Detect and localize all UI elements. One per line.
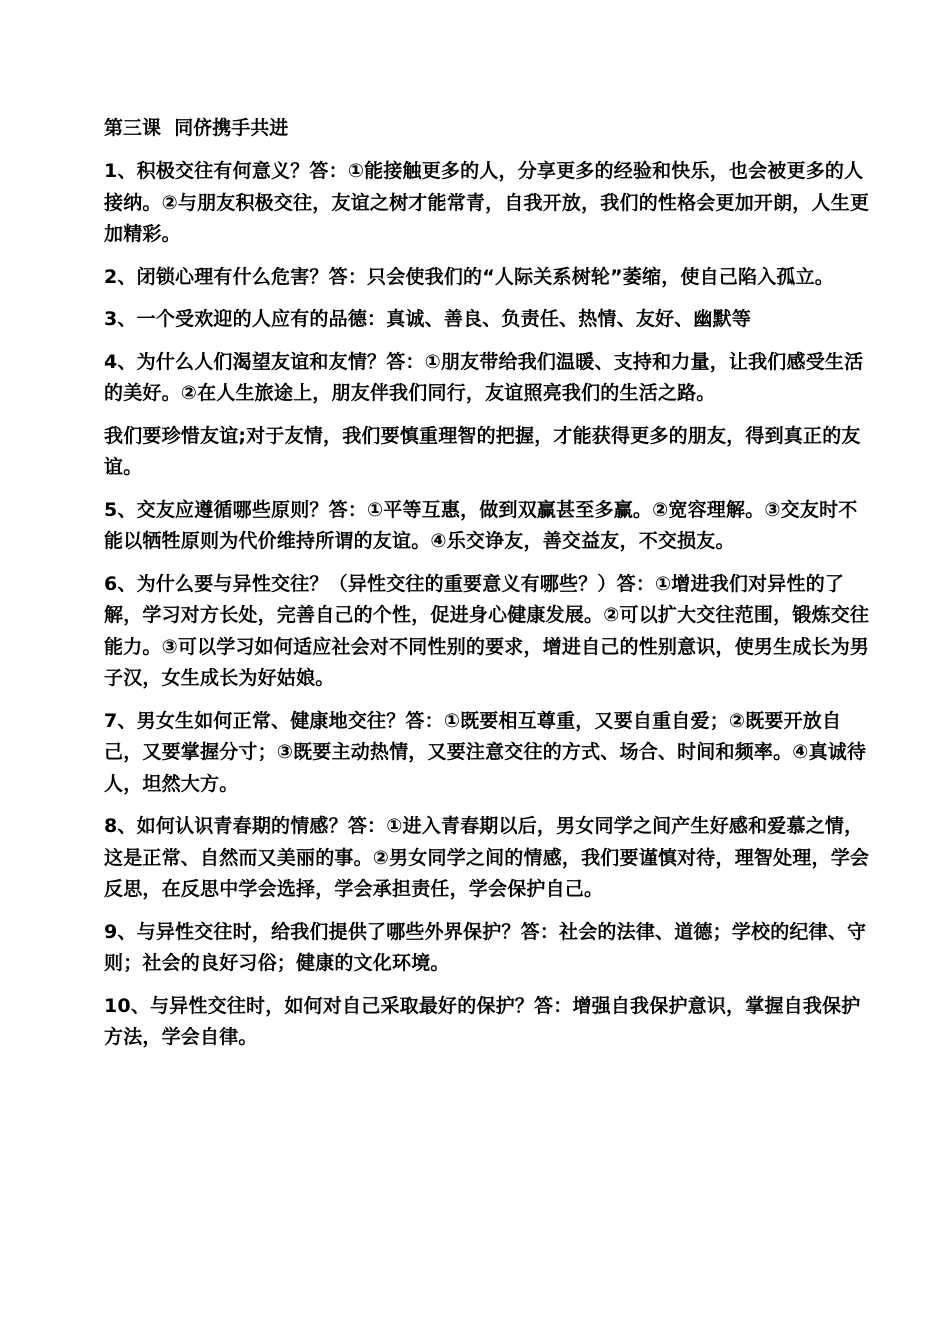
paragraph-q6: 6、为什么要与异性交往？（异性交往的重要意义有哪些？）答：①增进我们对异性的了解，学习对方长处，完善自己的个性，促进身心健康发展。②可以扩大交往范围，锻炼交往能力。③可以学习如何适应社会对不同性别的要求，增进自己的性别意识，使男生成长为男子汉，女生成长为好姑娘。	[104, 572, 870, 689]
paragraph-q10: 10、与异性交往时，如何对自己采取最好的保护？答：增强自我保护意识，掌握自我保护方法，学会自律。	[104, 994, 861, 1048]
paragraph-q8: 8、如何认识青春期的情感？答：①进入青春期以后，男女同学之间产生好感和爱慕之情，这是正常、自然而又美丽的事。②男女同学之间的情感，我们要谨慎对待，理智处理，学会反思，在反思中学会选择，学会承担责任，学会保护自己。	[104, 815, 870, 900]
paragraph-q2: 2、闭锁心理有什么危害？答：只会使我们的“人际关系树轮”萎缩，使自己陷入孤立。	[104, 265, 834, 288]
document-page	[104, 112, 874, 1065]
paragraph-q4: 4、为什么人们渴望友谊和友情？答：①朋友带给我们温暖、支持和力量，让我们感受生活的美好。②在人生旅途上，朋友伴我们同行，友谊照亮我们的生活之路。	[104, 350, 864, 404]
paragraph-q5: 5、交友应遵循哪些原则？答：①平等互惠，做到双赢甚至多赢。②宽容理解。③交友时不能以牺牲原则为代价维持所谓的友谊。④乐交诤友，善交益友，不交损友。	[104, 498, 858, 552]
paragraph-q9: 9、与异性交往时，给我们提供了哪些外界保护？答：社会的法律、道德；学校的纪律、守则；社会的良好习俗；健康的文化环境。	[104, 920, 867, 974]
paragraph-note: 我们要珍惜友谊;对于友情，我们要慎重理智的把握，才能获得更多的朋友，得到真正的友谊。	[104, 424, 861, 478]
paragraph-q7: 7、男女生如何正常、健康地交往？答：①既要相互尊重，又要自重自爱；②既要开放自己，又要掌握分寸；③既要主动热情，又要注意交往的方式、场合、时间和频率。④真诚待人，坦然大方。	[104, 709, 867, 795]
paragraph-q3: 3、一个受欢迎的人应有的品德：真诚、善良、负责任、热情、友好、幽默等	[104, 308, 752, 330]
paragraph-q1: 1、积极交往有何意义？答：①能接触更多的人，分享更多的经验和快乐，也会被更多的人接纳。②与朋友积极交往，友谊之树才能常青，自我开放，我们的性格会更加开朗，人生更加精彩。	[104, 160, 870, 245]
lesson-title: 第三课 同侪携手共进	[104, 117, 289, 139]
